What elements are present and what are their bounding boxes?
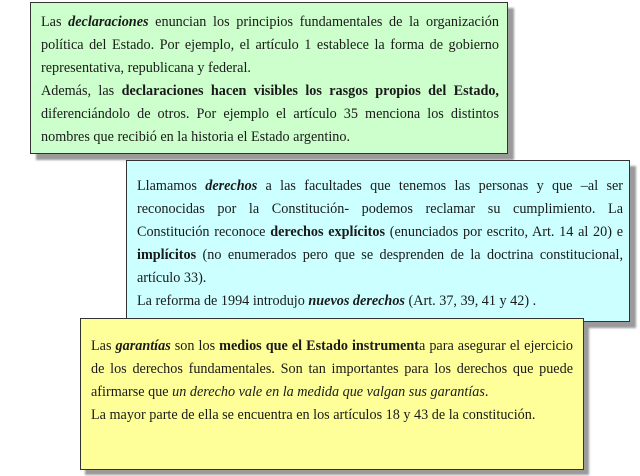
derechos-box [126,160,630,322]
derechos-paragraph-1 [137,175,623,290]
text-run: (no enumerados pero que se desprenden de la doctrina constitucional, artículo 33). [137,247,623,286]
text-run: (Art. 37, 39, 41 y 42) . [404,293,537,309]
text-run: . [484,384,489,400]
text-run: a las facultades que tenemos las personas y que –al ser reconocidas por la Constitución- podemos reclamar su cumplimiento. La Constitución reconoce [137,178,623,240]
text-run: a para asegurar el ejercicio de los derechos fundamentales. Son tan importantes para los derechos que puede afirmarse que [91,338,573,400]
term-nuevos-derechos: nuevos derechos [308,293,405,309]
text-run: diferenciándolo de otros. Por ejemplo el artículo 35 menciona los distintos nombres que recibió en la historia el Estado argentino. [41,106,499,145]
term-implicitos: implícitos [137,247,197,263]
term-derechos-explicitos: derechos explícitos [270,224,385,240]
term-derechos: derechos [205,178,258,194]
emphasis-medios: medios que el Estado instrument [219,338,419,354]
garantias-paragraph-2 [91,404,573,427]
declaraciones-paragraph-1 [41,11,499,80]
text-run: La mayor parte de ella se encuentra en los artículos 18 y 43 de la constitución. [91,407,536,423]
declaraciones-paragraph-2 [41,80,499,149]
term-declaraciones: declaraciones [68,14,149,30]
derechos-paragraph-2 [137,290,623,313]
emphasis-quote: un derecho vale en la medida que valgan sus garantías [172,384,485,400]
text-run: son los [170,338,220,354]
text-run: (enunciados por escrito, Art. 14 al 20) e [385,224,623,240]
text-run: Llamamos [137,178,206,194]
garantias-paragraph-1 [91,335,573,404]
text-run: Las [91,338,116,354]
text-run: La reforma de 1994 introdujo [137,293,309,309]
text-run: Además, las [41,83,122,99]
term-garantias: garantías [115,338,171,354]
emphasis-rasgos: declaraciones hacen visibles los rasgos propios del Estado, [121,83,499,99]
declaraciones-box [30,2,508,154]
text-run: Las [41,14,69,30]
text-run: enuncian los principios fundamentales de la organización política del Estado. Por ejemplo, el artículo 1 establece la forma de gobierno representativa, republicana y federal. [41,14,499,76]
garantias-box [80,318,584,470]
